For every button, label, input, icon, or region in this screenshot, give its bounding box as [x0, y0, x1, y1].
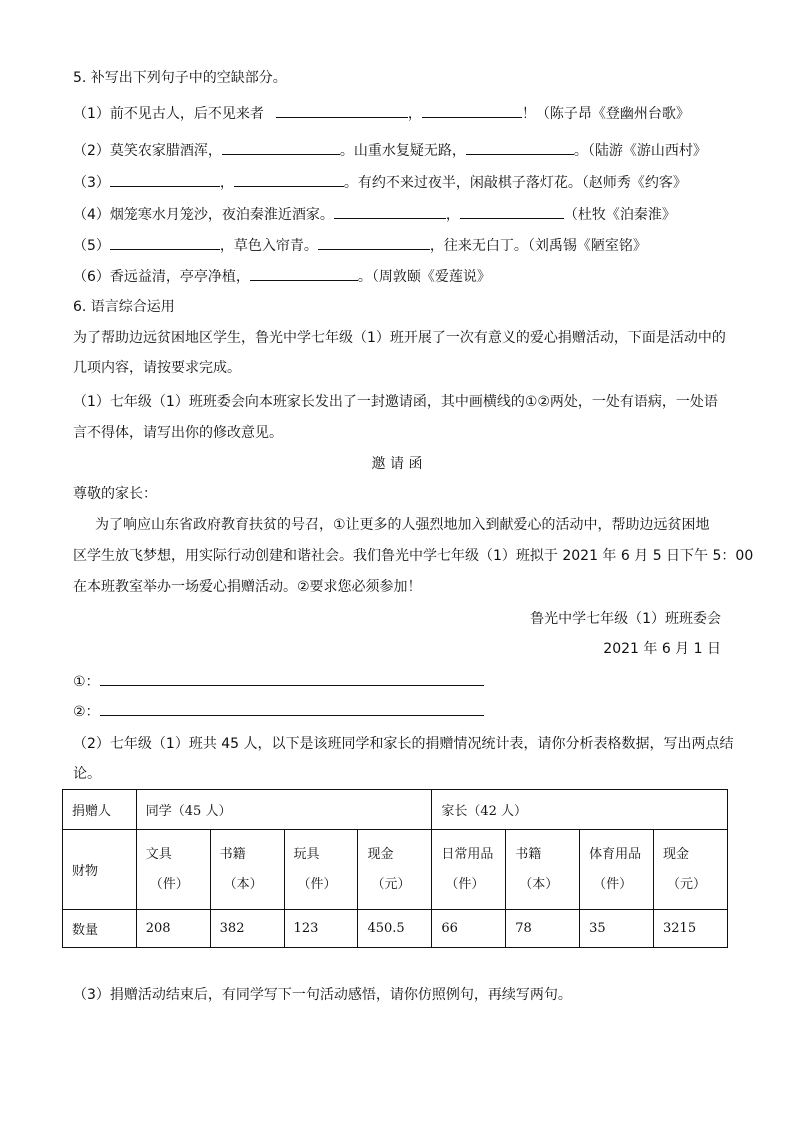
table-cell: 3215: [654, 910, 728, 948]
letter-date: 2021 年 6 月 1 日: [603, 641, 721, 657]
q6-title: 6. 语言综合运用: [73, 299, 175, 315]
column-unit: （元）: [371, 876, 411, 892]
table-row: [63, 830, 728, 910]
answer-line-1: [73, 671, 484, 692]
answer-blank[interactable]: [460, 204, 564, 219]
letter-greeting: 尊敬的家长：: [73, 486, 157, 502]
table-cell: 66: [432, 910, 506, 948]
letter-body-line: 区学生放飞梦想，用实际行动创建和谐社会。我们鲁光中学七年级（1）班拟于 2021 年 6 月 5 日下午 5：00: [73, 548, 754, 564]
table-header-cell: 同学（45 人）: [136, 790, 432, 830]
q5-item-text: 。（陆游《游山西村》: [573, 143, 707, 159]
answer-blank[interactable]: [250, 266, 358, 281]
answer-blank[interactable]: [100, 671, 484, 686]
answer-label: ②：: [73, 704, 100, 720]
table-header-cell: [506, 830, 580, 910]
q6-intro-line: 几项内容，请按要求完成。: [73, 360, 241, 376]
q6-intro-line: 为了帮助边远贫困地区学生，鲁光中学七年级（1）班开展了一次有意义的爱心捐赠活动，下面是活动中的: [73, 330, 726, 346]
answer-blank[interactable]: [318, 235, 430, 250]
column-unit: （件）: [445, 876, 485, 892]
q5-item-text: 。山重水复疑无路，: [339, 143, 466, 159]
answer-blank[interactable]: [110, 235, 220, 250]
answer-blank[interactable]: [276, 103, 408, 118]
q5-item-text: （4）烟笼寒水月笼沙，夜泊秦淮近酒家。: [73, 207, 334, 223]
q6-part2-line: （2）七年级（1）班共 45 人，以下是该班同学和家长的捐赠情况统计表，请你分析表格数据，写出两点结: [73, 736, 734, 752]
column-name: 玩具: [293, 846, 320, 862]
table-header-cell: 财物: [63, 830, 137, 910]
q5-item-6: [73, 266, 491, 287]
table-cell: 450.5: [358, 910, 432, 948]
answer-blank[interactable]: [334, 204, 446, 219]
letter-body-line: 在本班教室举办一场爱心捐赠活动。②要求您必须参加！: [73, 579, 422, 595]
q5-item-text: ，: [219, 175, 234, 191]
q6-part2-line: 论。: [73, 766, 101, 782]
column-name: 书籍: [219, 846, 246, 862]
table-header-cell: [654, 830, 728, 910]
table-header-cell: [358, 830, 432, 910]
column-unit: （件）: [149, 876, 189, 892]
q5-item-text: （杜牧《泊秦淮》: [563, 207, 676, 223]
column-unit: （本）: [519, 876, 559, 892]
answer-blank[interactable]: [222, 140, 340, 155]
answer-blank[interactable]: [422, 103, 522, 118]
q6-part1-line: （1）七年级（1）班班委会向本班家长发出了一封邀请函，其中画横线的①②两处，一处有语病，一处语: [73, 394, 718, 410]
table-header-cell: [284, 830, 358, 910]
q5-item-text: （1）前不见古人，后不见来者: [73, 106, 264, 122]
answer-blank[interactable]: [234, 172, 344, 187]
column-name: 体育用品: [589, 846, 642, 862]
q5-item-text: ，草色入帘青。: [219, 238, 318, 254]
answer-line-2: [73, 701, 484, 722]
letter-title: 邀 请 函: [371, 456, 423, 472]
letter-body-line: 为了响应山东省政府教育扶贫的号召，①让更多的人强烈地加入到献爱心的活动中，帮助边远贫困地: [95, 517, 710, 533]
q5-item-text: （5）: [73, 238, 110, 254]
table-row: [63, 910, 728, 948]
q5-item-text: ，: [407, 106, 422, 122]
q5-item-1: [73, 103, 690, 124]
q5-item-text: （2）莫笑农家腊酒浑，: [73, 143, 222, 159]
column-name: 现金: [367, 846, 394, 862]
table-header-cell: [210, 830, 284, 910]
table-cell: 35: [580, 910, 654, 948]
column-name: 现金: [663, 846, 690, 862]
q5-item-text: 。有约不来过夜半，闲敲棋子落灯花。（赵师秀《约客》: [343, 175, 687, 191]
q5-item-5: [73, 235, 647, 256]
q5-item-text: （3）: [73, 175, 110, 191]
column-unit: （本）: [223, 876, 263, 892]
column-name: 日常用品: [441, 846, 494, 862]
table-cell: 382: [210, 910, 284, 948]
column-unit: （元）: [667, 876, 707, 892]
answer-blank[interactable]: [110, 172, 220, 187]
answer-blank[interactable]: [466, 140, 574, 155]
donation-stats-table: [62, 789, 728, 948]
table-header-cell: 数量: [63, 910, 137, 948]
table-header-cell: [580, 830, 654, 910]
q6-part3: （3）捐赠活动结束后，有同学写下一句活动感悟，请你仿照例句，再续写两句。: [73, 987, 572, 1003]
table-cell: 78: [506, 910, 580, 948]
table-header-cell: 捐赠人: [63, 790, 137, 830]
table-header-cell: [136, 830, 210, 910]
q5-item-text: 。（周敦颐《爱莲说》: [357, 269, 491, 285]
column-unit: （件）: [297, 876, 337, 892]
answer-blank[interactable]: [100, 701, 484, 716]
q5-item-4: [73, 204, 676, 225]
q5-item-text: ，: [445, 207, 460, 223]
answer-label: ①：: [73, 674, 100, 690]
q6-part1-line: 言不得体，请写出你的修改意见。: [73, 425, 283, 441]
q5-title: 5. 补写出下列句子中的空缺部分。: [73, 70, 287, 86]
column-name: 文具: [145, 846, 172, 862]
table-row: [63, 790, 728, 830]
table-header-cell: 家长（42 人）: [432, 790, 728, 830]
table-cell: 123: [284, 910, 358, 948]
q5-item-3: [73, 172, 687, 193]
table-header-cell: [432, 830, 506, 910]
table-cell: 208: [136, 910, 210, 948]
column-name: 书籍: [515, 846, 542, 862]
letter-signature: 鲁光中学七年级（1）班班委会: [530, 611, 721, 627]
column-unit: （件）: [593, 876, 633, 892]
q5-item-text: （6）香远益清，亭亭净植，: [73, 269, 250, 285]
q5-item-2: [73, 140, 707, 161]
q5-item-text: ，往来无白丁。（刘禹锡《陋室铭》: [429, 238, 647, 254]
q5-item-text: ！（陈子昂《登幽州台歌》: [521, 106, 690, 122]
